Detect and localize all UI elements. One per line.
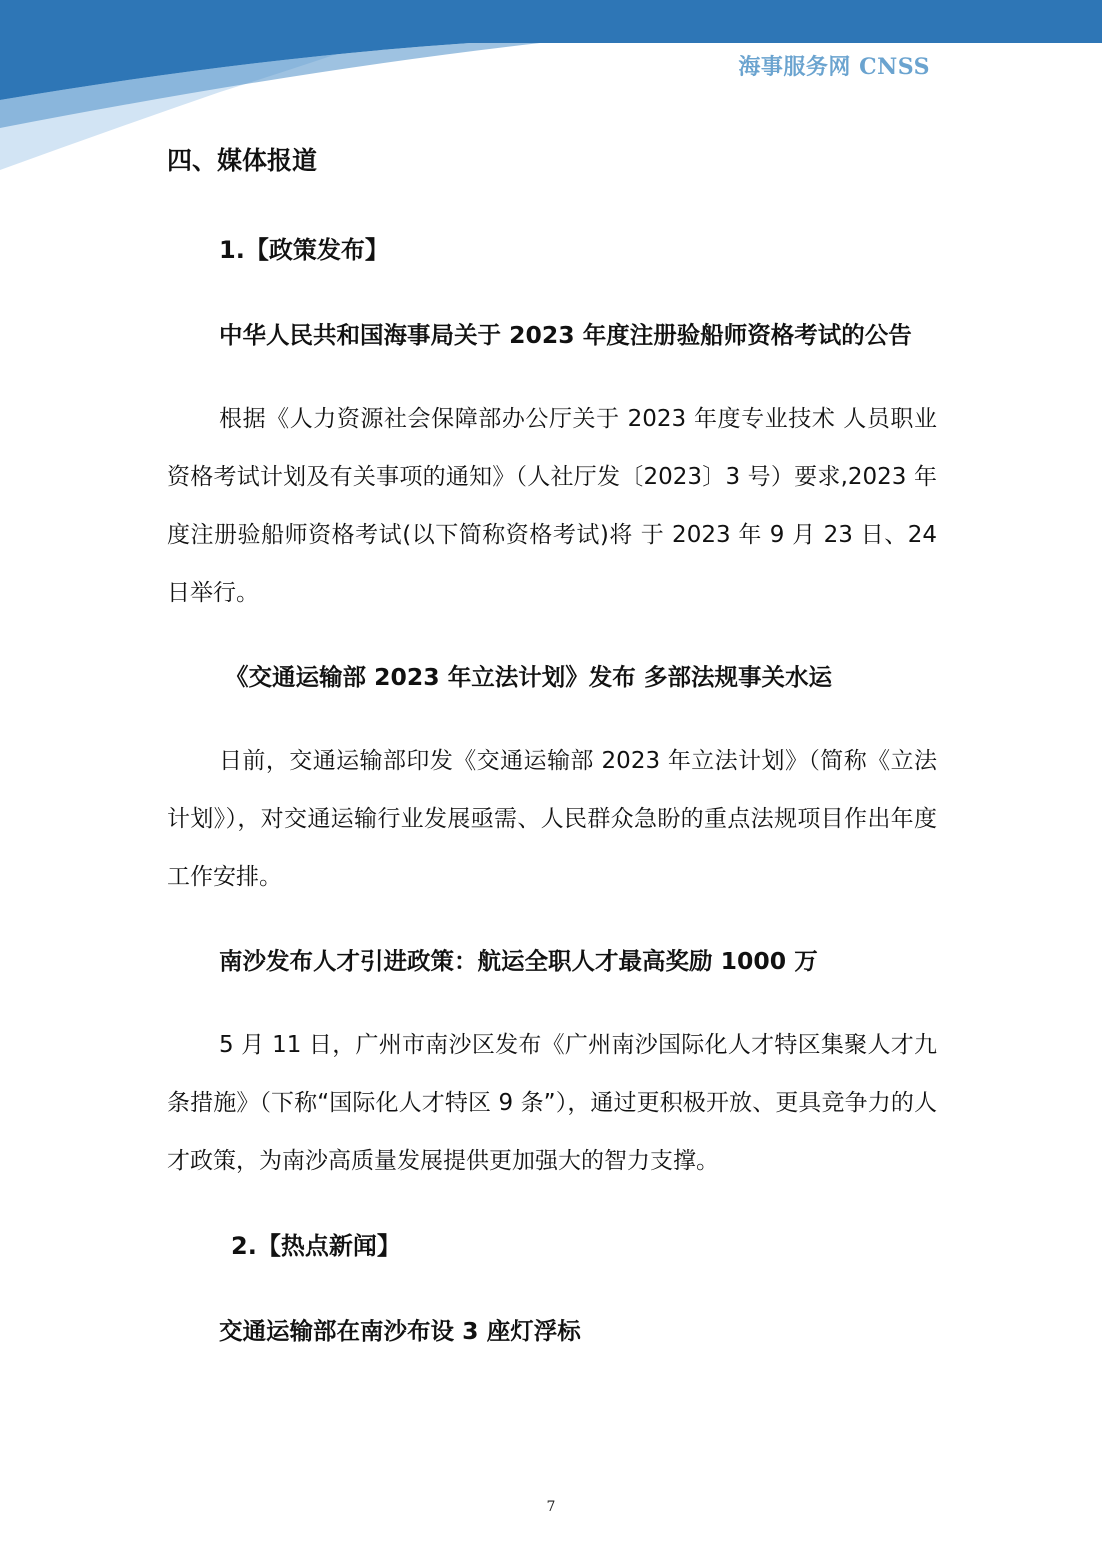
section-title: 四、媒体报道 [167, 146, 318, 175]
policy-heading: 1.【政策发布】 [219, 236, 389, 264]
news-body-exam-announcement: 根据《人力资源社会保障部办公厅关于 2023 年度专业技术 人员职业资格考试计划及有关事项的通知》（人社厅发〔2023〕3 号）要求,2023 年度注册验船师资格考试(以下简称资格考试)将 于 2023 年 9 月 23 日、24 日举行。 [167, 406, 937, 606]
news-title-light-buoys: 交通运输部在南沙布设 3 座灯浮标 [219, 1317, 581, 1345]
news-body-legislation-plan: 日前，交通运输部印发《交通运输部 2023 年立法计划》（简称《立法计划》），对交通运输行业发展亟需、人民群众急盼的重点法规项目作出年度工作安排。 [167, 748, 937, 890]
hot-news-heading: 2.【热点新闻】 [231, 1232, 401, 1260]
page-number: 7 [546, 1499, 556, 1515]
site-brand: 海事服务网 CNSS [738, 54, 930, 80]
news-title-nansha-talent: 南沙发布人才引进政策：航运全职人才最高奖励 1000 万 [219, 947, 818, 975]
news-body-nansha-talent: 5 月 11 日，广州市南沙区发布《广州南沙国际化人才特区集聚人才九条措施》（下称“国际化人才特区 9 条”），通过更积极开放、更具竞争力的人才政策，为南沙高质量发展提供更加强大的智力支撑。 [167, 1032, 937, 1174]
article-body [167, 132, 937, 1386]
news-title-exam-announcement: 中华人民共和国海事局关于 2023 年度注册验船师资格考试的公告 [219, 321, 912, 349]
news-title-legislation-plan: 《交通运输部 2023 年立法计划》发布 多部法规事关水运 [225, 663, 832, 691]
